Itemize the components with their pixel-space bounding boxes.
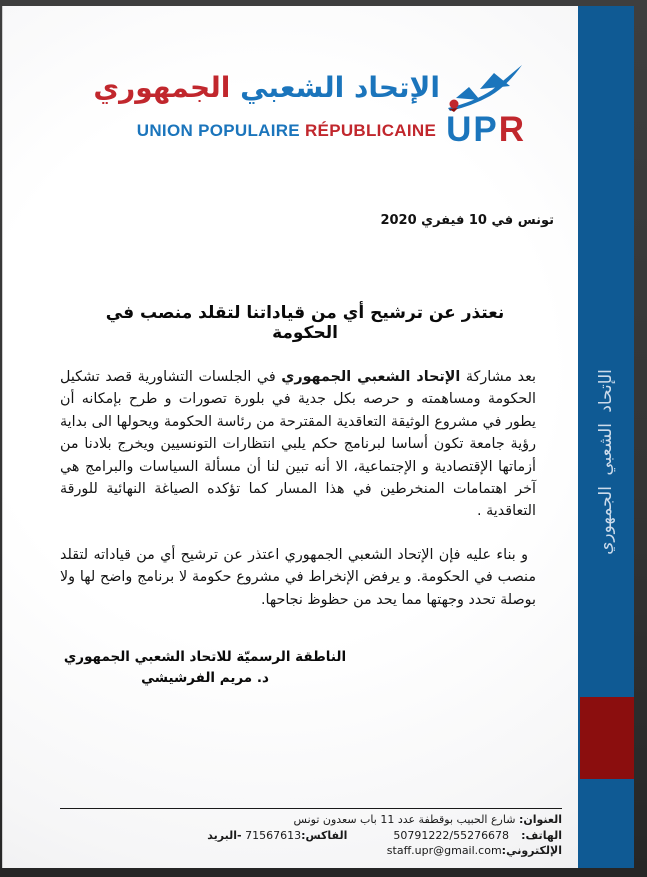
logo-arabic-name-blue: الإتحاد الشعبي bbox=[240, 70, 440, 104]
address-label: العنوان: bbox=[518, 813, 562, 826]
signature-role: الناطقة الرسميّة للاتحاد الشعبي الجمهوري bbox=[63, 649, 347, 665]
phone-number: 50791222/55276678 bbox=[393, 828, 510, 842]
logo-arabic-name bbox=[93, 70, 440, 104]
document-page bbox=[2, 6, 578, 868]
logo-french-name bbox=[137, 121, 436, 146]
logo-upr-blue: UP bbox=[446, 110, 499, 149]
body-paragraph-1 bbox=[60, 366, 536, 523]
right-accent-bar-red-block bbox=[580, 697, 634, 779]
footer-phone-line bbox=[60, 828, 562, 859]
date-line: تونس في 10 فيفري 2020 bbox=[380, 213, 554, 228]
upr-letterhead-logo bbox=[93, 62, 526, 149]
email-label: -البريد الإلكتروني: bbox=[207, 828, 562, 857]
footer-contact-block bbox=[60, 808, 562, 859]
phone-label: الهاتف: bbox=[521, 828, 562, 842]
logo-french-name-red: RÉPUBLICAINE bbox=[304, 120, 437, 140]
address-text: شارع الحبيب بوقطفة عدد 11 باب سعدون تونس bbox=[293, 813, 516, 826]
fax-number: 71567613 bbox=[245, 828, 302, 842]
plane-icon bbox=[444, 62, 526, 114]
logo-arabic-row bbox=[93, 62, 526, 114]
signature-block bbox=[54, 647, 356, 689]
p1-org-name-bold: الإتحاد الشعبي الجمهوري bbox=[281, 369, 461, 385]
p1-text-rest: في الجلسات التشاورية قصد تشكيل الحكومة ومساهمته و حرصه بكل جدية في بلورة تصورات و طرح بإمكانه أن يطور في مشروع الوثيقة التعاقدية المقترحة من رئاسة الحكومة ويحولها الى بداية رؤية جامعة تكون أساسا لبرنامج حكم يلبي انتظارات التونسيين ويخرج بلادنا من أزماتها الإقتصادية و الإجتماعية، الا أنه تبين لنا أن مسألة السياسات والبرامج هي آخر اهتمامات المنخرطين في هذا المسار كما تؤكده الصياغة النهائية للورقة التعاقدية . bbox=[60, 369, 536, 520]
logo-french-row bbox=[114, 110, 526, 149]
document-body bbox=[60, 366, 536, 632]
sidebar-vertical-title: الإتحاد الشعبي الجمهوري bbox=[596, 369, 616, 555]
fax-label: الفاكس: bbox=[301, 828, 348, 842]
signature-name: د. مريم الفرشيشي bbox=[141, 670, 269, 686]
document-title: نعتذر عن ترشيح أي من قياداتنا لتقلد منصب في الحكومة bbox=[105, 303, 505, 343]
email-address: staff.upr@gmail.com bbox=[386, 844, 502, 857]
p1-text-start: بعد مشاركة bbox=[460, 369, 536, 385]
logo-arabic-name-red: الجمهوري bbox=[93, 70, 231, 104]
logo-french-name-blue: UNION POPULAIRE bbox=[136, 120, 300, 140]
logo-upr-red: R bbox=[498, 110, 526, 149]
body-paragraph-2: و بناء عليه فإن الإتحاد الشعبي الجمهوري اعتذر عن ترشيح أي من قياداته لتقلد منصب في الحكومة. و يرفض الإنخراط في مشروع حكومة لا برنامج واضح لها ولا بوصلة تحدد وجهتها مما يحد من حظوظ نجاحها. bbox=[60, 546, 536, 608]
logo-upr-acronym bbox=[446, 110, 526, 149]
footer-address-line bbox=[60, 812, 562, 828]
